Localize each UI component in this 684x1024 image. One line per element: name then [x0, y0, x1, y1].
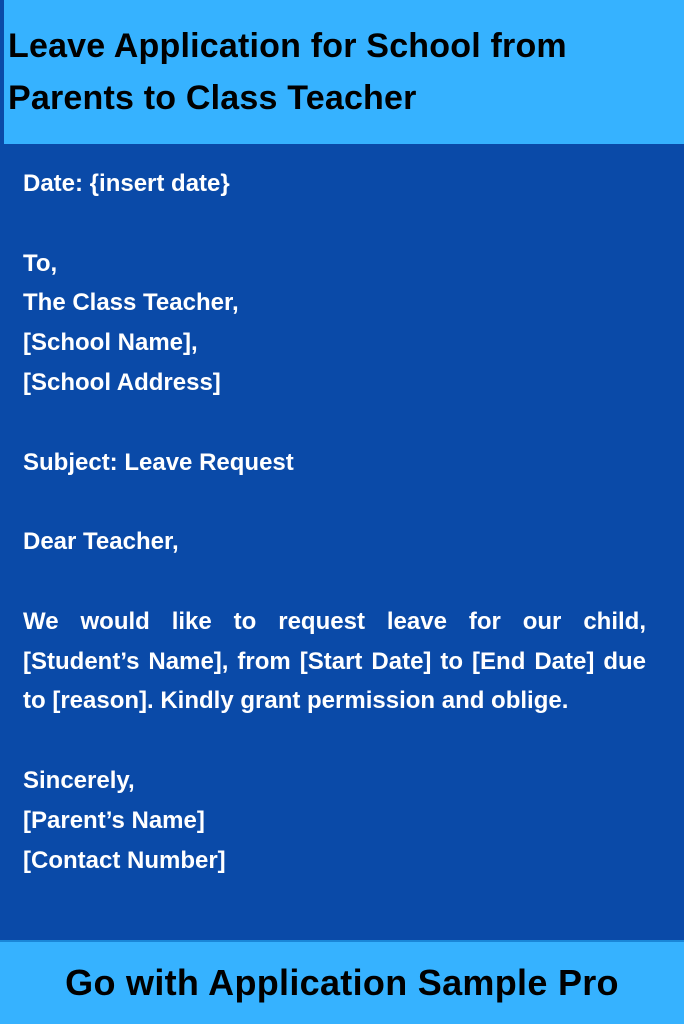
footer-text: Go with Application Sample Pro — [65, 962, 619, 1003]
letter-closing: Sincerely, — [23, 766, 135, 794]
letter-date: Date: {insert date} — [23, 170, 230, 197]
spacer — [23, 204, 646, 244]
page-title: Leave Application for School from Parents to Class Teacher — [8, 27, 567, 117]
letter-to: To, — [23, 249, 58, 277]
letter-school-name: [School Name], — [23, 329, 198, 357]
spacer — [23, 403, 646, 443]
spacer — [23, 721, 646, 761]
footer-banner — [0, 940, 684, 1024]
letter-body — [0, 144, 684, 940]
letter-body-paragraph: We would like to request leave for our child, [Student’s Name], from [Start Date] to [End Date] due to [reason]. Kindly grant permission and oblige. — [23, 607, 646, 715]
spacer — [23, 562, 646, 602]
letter-subject: Subject: Leave Request — [23, 448, 294, 476]
letter-contact-number: [Contact Number] — [23, 846, 226, 874]
header-banner — [0, 0, 684, 144]
letter-recipient: The Class Teacher, — [23, 289, 239, 317]
letter-parent-name: [Parent’s Name] — [23, 806, 205, 834]
letter-school-address: [School Address] — [23, 368, 221, 396]
spacer — [23, 482, 646, 522]
letter-salutation: Dear Teacher, — [23, 528, 179, 556]
